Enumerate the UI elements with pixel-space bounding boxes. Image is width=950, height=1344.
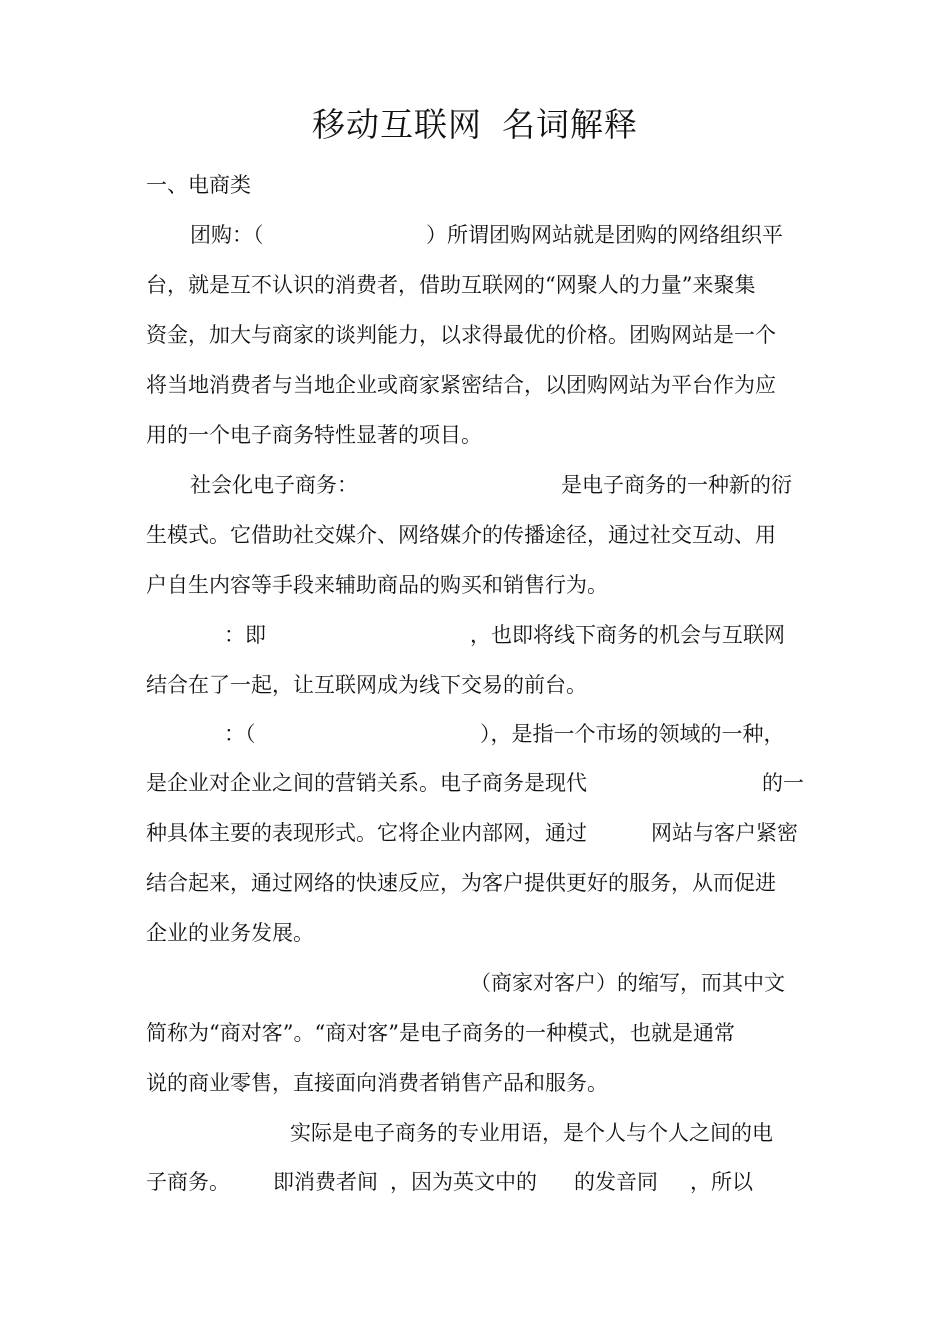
title-part-1: 移动互联网 <box>312 105 482 144</box>
title-part-2: 名词解释 <box>502 105 638 144</box>
page-title <box>0 103 950 147</box>
document-page: 移动互联网 名词解释 一、电商类 团购：（ ）所谓团购网站就是团购的网络组织平 台，就是互不认识的消费者，借助互联网的“网聚人的力量”来聚集 资金，加大与商家的谈判能力，以求得最优的价格。团购网站是一个 将当地消费者与当地企业或商家紧密结合，以团购网站为平台作为应 用的一个电子商务特性显著的项目。 社会化电子商务： 是电子商务的一种新的衍 生模式。它借助社交媒介、网络媒介的传播途径，通过社交互动、用 户自生内容等手段来辅助商品的购买和销售行为。 ：即 ，也即将线下商务的机会与互联网 结合在了一起，让互联网成为线下交易的前台。 ：（ ），是指一个市场的领域的一种， 是企业对企业之间的营销关系。电子商务是现代 的一 种具体主要的表现形式。它将企业内部网，通过 网站与客户紧密 结合起来，通过网络的快速反应，为客户提供更好的服务，从而促进 企业的业务发展。 （商家对客户）的缩写，而其中文 简称为“商对客”。“商对客”是电子商务的一种模式，也就是通常 说的商业零售，直接面向消费者销售产品和服务。 实际是电子商务的专业用语，是个人与个人之间的电 子商务。 即消费者间 ，因为英文中的 的发音同 ，所以 <box>0 0 950 1344</box>
